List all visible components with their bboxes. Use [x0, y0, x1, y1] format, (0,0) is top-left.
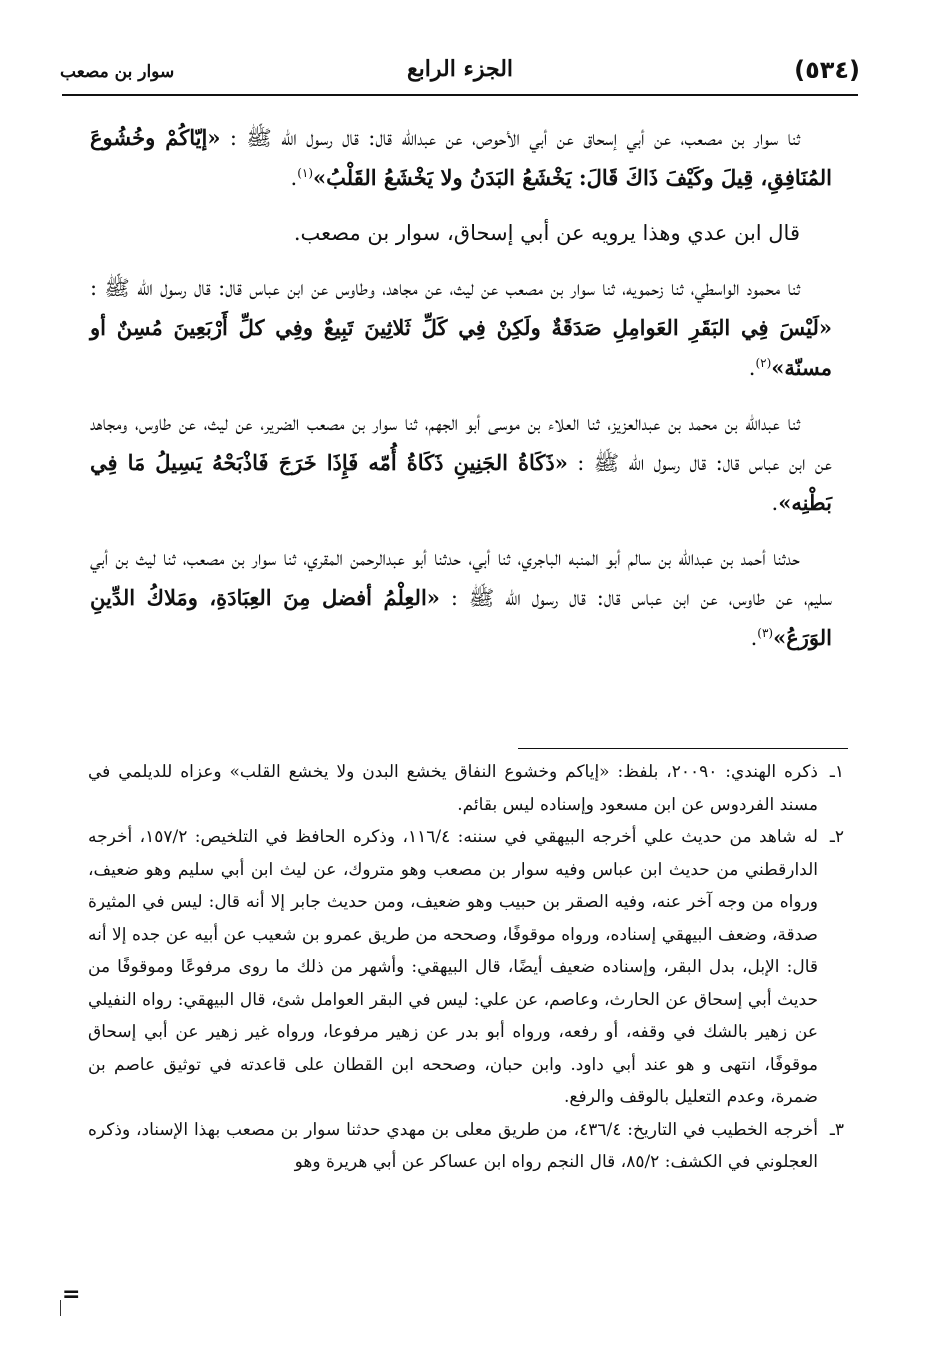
- footnote-text: له شاهد من حديث علي أخرجه البيهقي في سننه: ١١٦/٤، وذكره الحافظ في التلخيص: ١٥٧/٢، أخرجه الدارقطني من حديث ابن عباس وفيه سوار بن مصعب وهو متروك، عن ليث ابن أبي سليم وهو ضعيف، ورواه من وجه آخر عنه، وفيه الصقر بن حبيب وهو ضعيف، ومن حديث جابر إلا أنه قال: ليس في المثيرة صدقة، وضعف البيهقي إسناده، ورواه موقوفًا، وصححه من طريق عمرو بن شعيب عن أبيه عن جده إلا أنه قال: الإبل، بدل البقر، وإسناده ضعيف أيضًا، قال البيهقي: وأشهر من ذلك ما روى مرفوعًا وموقوفًا من حديث أبي إسحاق عن الحارث، وعاصم، عن علي: ليس في البقر العوامل شئ، قال البيهقي: رواه النفيلي عن زهير بالشك في وقفه، أو رفعه، ورواه أبو بدر عن زهير مرفوعا، ورواه غير زهير عن أبي إسحاق موقوفًا، انتهى و هو عند أبي داود. وابن حبان، وصححه ابن القطان على قاعدته في توثيق عاصم بن ضمرة، وعدم التعليل بالوقف والرفع.: [88, 827, 818, 1107]
- footnote-number: ٣ـ: [829, 1119, 844, 1140]
- footnote-separator: [518, 748, 848, 749]
- continuation-mark: =: [62, 1282, 81, 1307]
- page-header: [60, 52, 860, 92]
- paragraph-text: حدثنا أحمد بن عبدالله بن سالم أبو المنبه الباجري، ثنا أبي، حدثنا أبو عبدالرحمن المقري، ثنا سوار بن مصعب، ثنا ليث بن أبي سليم، عن طاوس، عن ابن عباس قال: قال رسول الله ﷺ :: [90, 546, 832, 610]
- paragraph-tail: .: [750, 626, 758, 650]
- footnote-ref: (٢): [755, 356, 772, 370]
- commentary-paragraph: [90, 214, 832, 253]
- footnote-ref: (١): [297, 166, 314, 180]
- footnotes: [88, 756, 844, 1179]
- paragraph-tail: .: [748, 356, 756, 380]
- hadith-paragraph-2: [90, 269, 832, 388]
- paragraph-text: قال ابن عدي وهذا يرويه عن أبي إسحاق، سوار بن مصعب.: [293, 221, 800, 245]
- hadith-paragraph-4: [90, 539, 832, 658]
- hadith-paragraph-3: [90, 404, 832, 523]
- footnote-2: [88, 821, 844, 1114]
- paragraph-text: ثنا محمود الواسطي، ثنا زحمويه، ثنا سوار بن مصعب عن ليث، عن مجاهد، وطاوس عن ابن عباس قال: قال رسول الله ﷺ :: [90, 276, 800, 300]
- page-number: (٥٣٤): [794, 56, 860, 84]
- paragraph-text: ثنا سوار بن مصعب، عن أبي إسحاق عن أبي الأحوص، عن عبدالله قال: قال رسول الله ﷺ :: [220, 126, 800, 150]
- hadith-quote: «إيّاكُمْ وخُشُوعَ المُنَافِقِ، قِيلَ وكَيْفَ ذَاكَ قَالَ: يَخْشَعُ البَدَنُ ولا يَخْشَعُ القَلْبُ»: [90, 125, 832, 190]
- main-text: [90, 118, 832, 674]
- paragraph-tail: .: [290, 166, 298, 190]
- footnote-1: [88, 756, 844, 821]
- footnote-number: ٢ـ: [829, 827, 844, 847]
- footnote-text: ذكره الهندي: ٢٠٠٩٠، بلفظ: «إياكم وخشوع النفاق يخشع البدن ولا يخشع القلب» وعزاه للديلمي في مسند الفردوس عن ابن مسعود وإسناده ليس بقائم.: [88, 762, 819, 815]
- footnote-ref: (٣): [757, 626, 774, 640]
- footnote-3: [88, 1114, 844, 1179]
- margin-tick: [60, 1300, 61, 1316]
- part-title: الجزء الرابع: [406, 56, 514, 82]
- hadith-quote: «لَيْسَ فِي البَقَرِ العَوامِلِ صَدَقَةٌ ولَكِنْ فِي كَلِّ ثَلاثِينَ تَبِيعٌ وفِي كلِّ أَرْبَعِينَ مُسِنٌ أو مسنّة»: [90, 315, 832, 380]
- footnote-number: ١ـ: [829, 762, 844, 782]
- hadith-quote: «ذَكَاةُ الجَنِينِ ذَكَاةُ أُمّه فَإِذَا خَرَجَ فَاذْبَحْهُ يَسِيلُ مَا فِي بَطْنِه»: [90, 450, 832, 515]
- paragraph-tail: .: [771, 491, 779, 515]
- hadith-quote: «العِلْمُ أفضل مِنَ العِبَادَةِ، ومَلاكُ الدِّينِ الوَرَعُ»: [90, 585, 832, 650]
- footnote-text: أخرجه الخطيب في التاريخ: ٤٣٦/٤، من طريق معلى بن مهدي حدثنا سوار بن مصعب بهذا الإسناد، وذكره العجلوني في الكشف: ٨٥/٢، قال النجم رواه ابن عساكر عن أبي هريرة وهو: [88, 1119, 818, 1172]
- running-head-narrator: سوار بن مصعب: [60, 62, 175, 82]
- hadith-paragraph-1: [90, 118, 832, 198]
- header-rule: [62, 94, 858, 96]
- paragraph-text: ثنا عبدالله بن محمد بن عبدالعزيز، ثنا العلاء بن موسى أبو الجهم، ثنا سوار بن مصعب الضرير، عن ليث، عن طاوس، ومجاهد عن ابن عباس قال: قال رسول الله ﷺ :: [90, 411, 832, 475]
